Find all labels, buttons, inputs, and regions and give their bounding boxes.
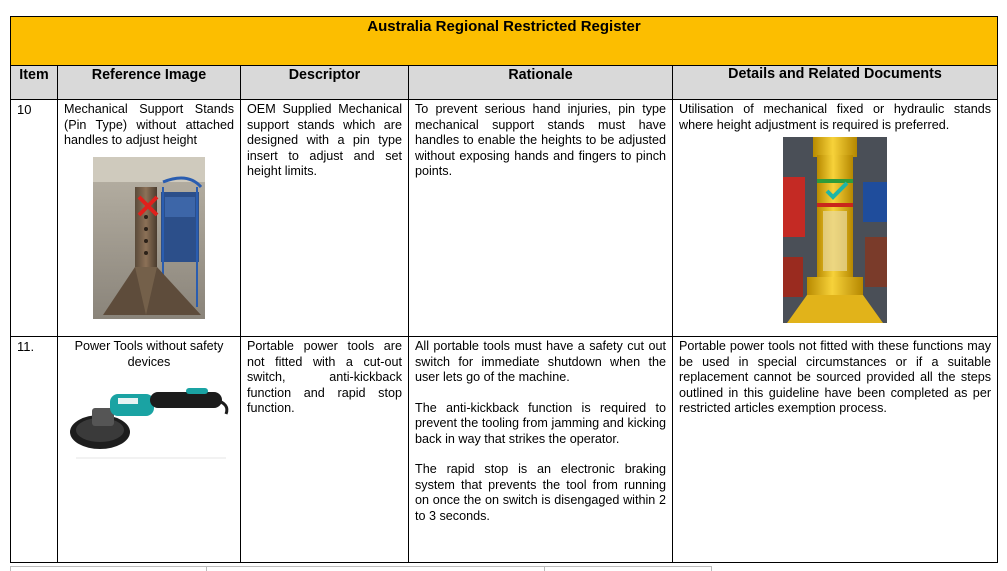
header-rationale: Rationale (409, 66, 673, 100)
item-number: 11. (11, 337, 58, 563)
header-descriptor: Descriptor (241, 66, 409, 100)
table-row (11, 337, 998, 563)
rationale-cell (409, 337, 673, 563)
reference-text: Power Tools without safety devices (74, 339, 224, 369)
hydraulic-stand-photo (783, 137, 887, 323)
title-row (11, 17, 998, 66)
table-row (11, 100, 998, 337)
rationale-paragraph: The anti-kickback function is required to prevent the tooling from jamming and kicking back in way that strikes the operator. (415, 400, 666, 446)
reference-image-cell (58, 100, 241, 337)
rationale-paragraph: To prevent serious hand injuries, pin type mechanical support stands must have handles to enable the heights to be adjusted without exposing hands and fingers to pinch points. (415, 102, 666, 178)
details-cell (673, 100, 998, 337)
register-title: Australia Regional Restricted Register (11, 17, 998, 66)
header-item: Item (11, 66, 58, 100)
descriptor-cell: OEM Supplied Mechanical support stands which are designed with a pin type insert to adjust and set height limits. (241, 100, 409, 337)
details-cell: Portable power tools not fitted with these functions may be used in special circumstances or if a suitable replacement cannot be sourced provided all the steps outlined in this guideline have been completed as per restricted articles exemption process. (673, 337, 998, 563)
rationale-paragraph: All portable tools must have a safety cut out switch for immediate shutdown when the user lets go of the machine. (415, 339, 666, 384)
reference-text: Mechanical Support Stands (Pin Type) without attached handles to adjust height (64, 102, 234, 147)
header-row (11, 66, 998, 100)
restricted-register-table (10, 16, 998, 563)
header-details: Details and Related Documents (673, 66, 998, 100)
pin-stand-photo (93, 157, 205, 319)
rationale-paragraph: The rapid stop is an electronic braking system that prevents the tool from running on once the on switch is disengaged within 2 to 3 seconds. (415, 462, 666, 523)
rationale-cell (409, 100, 673, 337)
header-reference-image: Reference Image (58, 66, 241, 100)
details-text: Utilisation of mechanical fixed or hydraulic stands where height adjustment is required is preferred. (679, 102, 992, 132)
next-page-table-edge (10, 566, 710, 570)
descriptor-cell: Portable power tools are not fitted with a cut-out switch, anti-kickback function and rapid stop function. (241, 337, 409, 563)
reference-image-cell (58, 337, 241, 563)
item-number: 10 (11, 100, 58, 337)
angle-grinder-photo (66, 380, 232, 460)
